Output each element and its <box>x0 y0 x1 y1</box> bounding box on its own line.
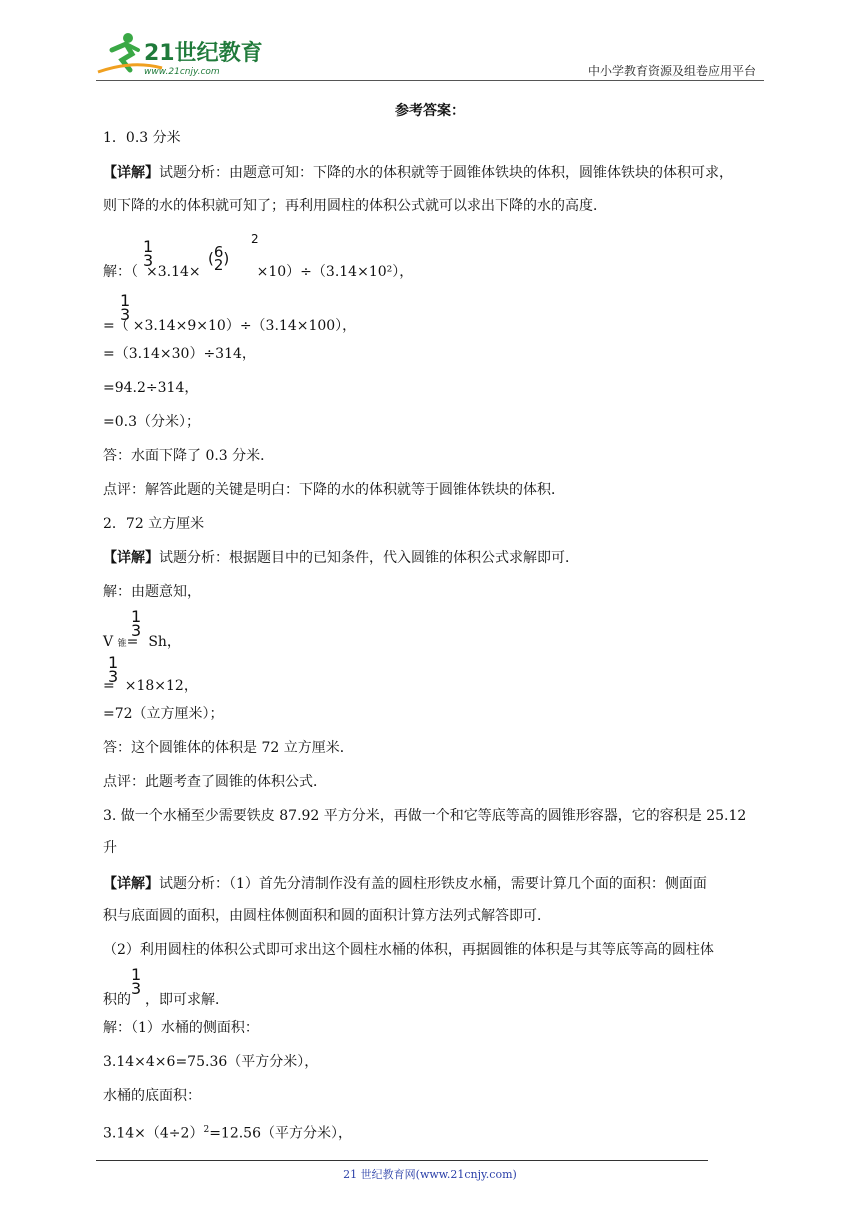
q2-detail: 【详解】试题分析：根据题目中的已知条件，代入圆锥的体积公式求解即可． <box>103 550 579 566</box>
logo-url: www.21cnjy.com <box>144 67 220 77</box>
q2-comment: 点评：此题考查了圆锥的体积公式． <box>103 774 327 790</box>
q2-step3: =72（立方厘米）； <box>103 706 224 722</box>
q3-answer-line1: 3. 做一个水桶至少需要铁皮 87.92 平方分米，再做一个和它等底等高的圆锥形容器，它的容积是 25.12 <box>103 808 747 824</box>
logo-runner-icon <box>92 30 262 78</box>
q3-detail-line1: 【详解】试题分析：（1）首先分清制作没有盖的圆柱形铁皮水桶，需要计算几个面的面积：侧面面 <box>103 876 707 892</box>
q3-detail-line3: （2）利用圆柱的体积公式即可求出这个圆柱水桶的体积，再据圆锥的体积是与其等底等高的圆柱体 <box>103 942 714 958</box>
q3-solution-line3: 水桶的底面积： <box>103 1088 201 1104</box>
q3-detail-line2: 积与底面圆的面积，由圆柱体侧面积和圆的面积计算方法列式解答即可． <box>103 908 551 924</box>
q1-solution-line1: 解：（ ×3.14× ×10）÷（3.14×10²）， <box>103 264 414 280</box>
q1-step4: =94.2÷314， <box>103 380 199 396</box>
q2-step2-fraction: 1 3 <box>108 653 119 686</box>
q2-step2: = ×18×12， <box>103 678 198 694</box>
q1-fraction-one-third: 1 3 <box>143 237 154 270</box>
logo <box>92 30 262 78</box>
platform-name: 中小学教育资源及组卷应用平台 <box>587 64 756 78</box>
q2-solution-intro: 解：由题意知， <box>103 584 201 600</box>
q2-answer: 2．72 立方厘米 <box>103 516 205 532</box>
q1-step5: =0.3（分米）； <box>103 414 200 430</box>
q2-formula-fraction: 1 3 <box>131 607 142 640</box>
q1-exponent: 2 <box>251 232 259 246</box>
q3-answer-line2: 升 <box>103 840 117 856</box>
q1-detail-line2: 则下降的水的体积就可知了；再利用圆柱的体积公式就可以求出下降的水的高度． <box>103 198 607 214</box>
q3-solution-line1: 解：（1）水桶的侧面积： <box>103 1020 259 1036</box>
q1-fraction-six-halves: (6 2) <box>208 243 230 274</box>
footer-divider <box>96 1160 708 1161</box>
q3-fraction: 1 3 <box>131 965 142 998</box>
logo-text: 21世纪教育 <box>144 41 262 66</box>
q1-detail-line1: 【详解】试题分析：由题意可知：下降的水的体积就等于圆锥体铁块的体积，圆锥体铁块的体积可求， <box>103 165 733 181</box>
q1-step3: =（3.14×30）÷314， <box>103 346 256 362</box>
q1-answer: 1．0.3 分米 <box>103 130 181 146</box>
q1-comment: 点评：解答此题的关键是明白：下降的水的体积就等于圆锥体铁块的体积． <box>103 482 565 498</box>
header-divider <box>96 80 764 81</box>
footer-link[interactable]: 21 世纪教育网(www.21cnjy.com) <box>343 1168 517 1181</box>
q1-step2: =（ ×3.14×9×10）÷（3.14×100）， <box>103 318 357 334</box>
q1-step2-fraction: 1 3 <box>120 291 131 324</box>
q3-detail-line4: 积的 ，即可求解． <box>103 992 229 1008</box>
page-title: 参考答案： <box>395 103 465 119</box>
q3-solution-line2: 3.14×4×6=75.36（平方分米）， <box>103 1054 319 1070</box>
q2-volume-formula: V 锥= Sh， <box>103 634 181 650</box>
q3-solution-line4: $3.14\times(4\div 2)^2=12.56$（平方分米）， <box>103 1125 352 1142</box>
q1-answer-text: 答：水面下降了 0.3 分米． <box>103 448 275 464</box>
q2-answer-text: 答：这个圆锥体的体积是 72 立方厘米． <box>103 740 354 756</box>
